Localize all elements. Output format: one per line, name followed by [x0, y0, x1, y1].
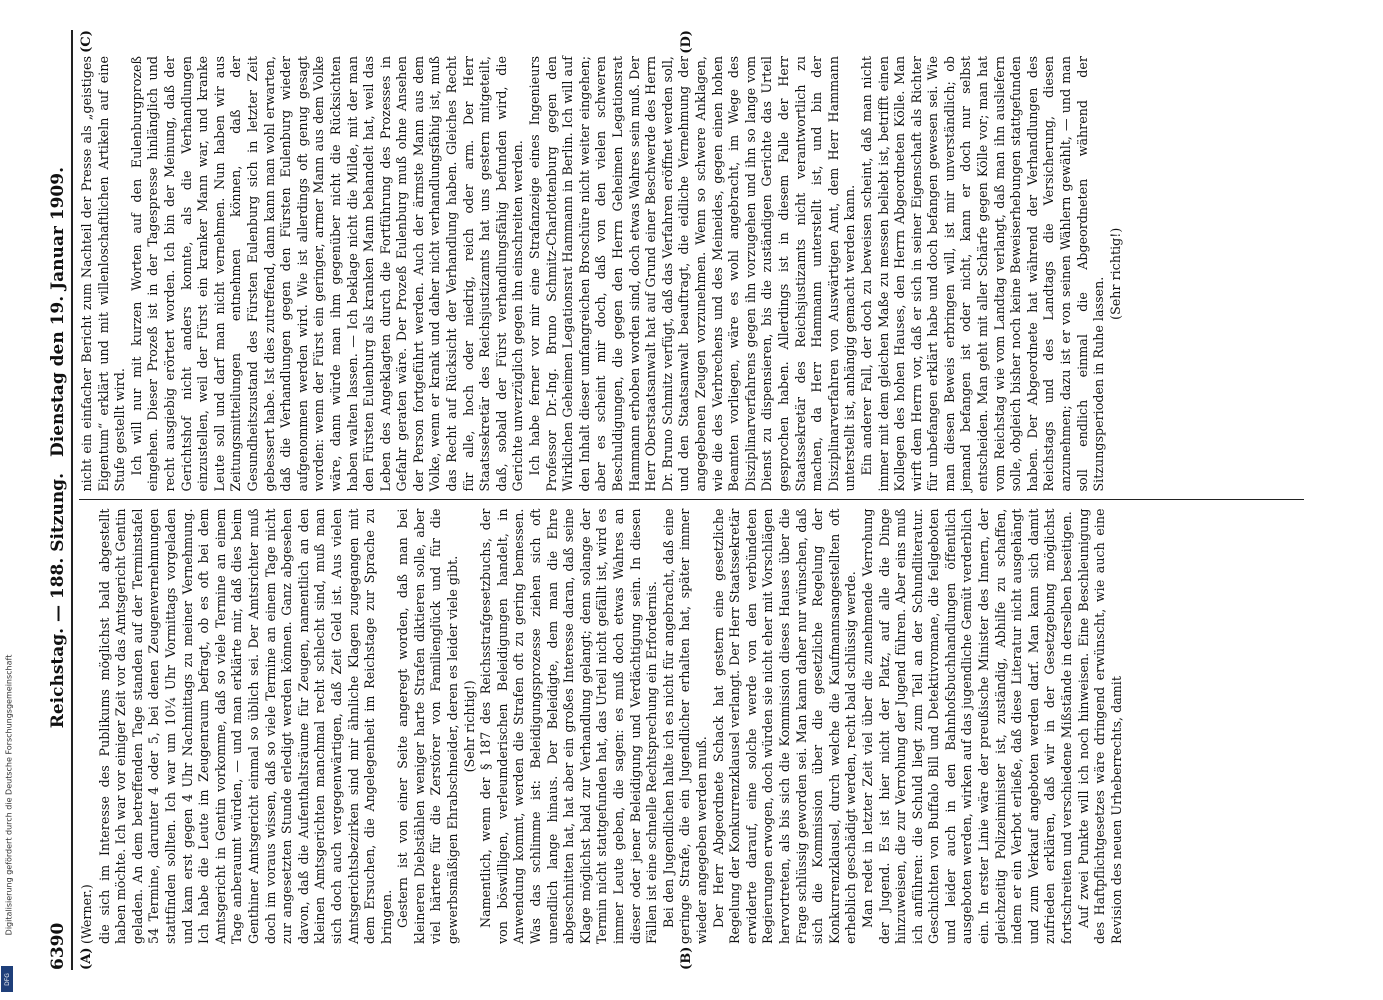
margin-marker-a: (A)	[78, 947, 94, 970]
header-right-title: Dienstag den 19. Januar 1909.	[47, 167, 68, 457]
text-columns	[79, 30, 1304, 970]
interjection: (Sehr richtig!)	[1107, 227, 1123, 320]
speaker-name: (Werner.)	[78, 884, 94, 944]
paragraph: die sich im Interesse des Publikums möglichst bald abgestellt haben möchte. Ich war vor einiger Zeit vor das Amtsgericht Gentin geladen. An dem betreffenden Tage standen auf der Terminstafel 54 Termine, darunter 4 oder 5, bei denen Zeugenvernehmungen stattfinden sollten. Ich war um 10¼ Uhr Vormittags vorgeladen und kam erst gegen 4 Uhr Nachmittags zu meiner Vernehmung. Ich habe die Leute im Zeugenraum befragt, ob es oft bei dem Amtsgericht in Gentin vorkomme, daß so viele Termine an einem Tage anberaumt würden, — und man erklärte mir, daß dies beim Genthiner Amtsgericht einmal so üblich sei. Der Amtsrichter muß doch im voraus wissen, daß so viele Termine an einem Tage nicht zur angesetzten Stunde erledigt werden können. Ganz abgesehen davon, daß die Aufenthaltsräume für Zeugen, namentlich an den kleinen Amtsgerichten manchmal recht schlecht sind, muß man sich doch auch vergegenwärtigen, daß Zeit Geld ist. Aus vielen Amtsgerichtsbezirken sind mir ähnliche Klagen zugegangen mit dem Ersuchen, die Angelegenheit im Reichstage zur Sprache zu bringen.	[96, 508, 394, 944]
page-number: 6390	[47, 922, 68, 970]
paragraph: Ein anderer Fall, der doch zu beweisen scheint, daß man nicht immer mit dem gleichen Maße zu messen beliebt ist, betrifft einen Kollegen des hohen Hauses, den Herrn Abgeordneten Kölle. Man wirft dem Herrn vor, daß er sich in seiner Eigenschaft als Richter für unbefangen erklärt habe und doch befangen gewesen sei. Wie man diesen Beweis erbringen will, ist mir unverständlich; ob jemand befangen ist oder nicht, kann er doch nur selbst entscheiden. Man geht mit aller Schärfe gegen Kölle vor; man hat vom Reichstag wie vom Landtag verlangt, daß man ihn ausliefern solle, obgleich bisher noch keine Beweiserhebungen stattgefunden haben. Der Abgeordnete hat während der Verhandlungen des Reichstags und des Landtags die Versicherung, diesen anzunehmen; dazu ist er von seinen Wählern gewählt, — und man soll endlich einmal die Abgeordneten während der Sitzungsperioden in Ruhe lassen.	[858, 56, 1106, 492]
dfg-logo-icon	[1, 966, 13, 992]
left-column	[79, 501, 1304, 971]
paragraph: Man redet in letzter Zeit viel über die zunehmende Verrohung der Jugend. Es ist hier nicht der Platz, auf alle die Dinge hinzuweisen, die zur Verrohung der Jugend führen. Aber eins muß ich anführen: die Schuld liegt zum Teil an der Schundliteratur. Geschichten von Buffalo Bill und Detektivromane, die feilgeboten und leider auch in den Bahnhofsbuchhandlungen öffentlich ausgeboten werden, wirken auf das jugendliche Gemüt verderblich ein. In erster Linie wäre der preußische Minister des Innern, der gleichzeitig Polizeiminister ist, zuständig, Abhilfe zu schaffen, indem er ein Verbot erließe, daß diese Literatur nicht ausgehängt und zum Verkauf angeboten werden darf. Man kann sich damit zufrieden erklären, daß wir in der Gesetzgebung möglichst fortschreiten und verschiedene Mißstände in derselben beseitigen.	[859, 508, 1074, 944]
header-left-title: Reichstag. — 188. Sitzung.	[47, 473, 68, 729]
margin-marker-d: (D)	[678, 30, 694, 54]
paragraph: Auf zwei Punkte will ich noch hinweisen. Eine Beschleunigung des Haftpflichtgesetzes wäre dringend erwünscht, wie auch eine Revision des neuen Urheberrechts, damit	[1075, 508, 1124, 944]
digitization-credit	[2, 600, 16, 990]
paragraph: Ich will nur mit kurzen Worten auf den Eulenburgprozeß eingehen. Dieser Prozeß ist in der Tagespresse hinlänglich und recht ausgiebig erörtert worden. Ich bin der Meinung, daß der Gerichtshof nicht anders konnte, als die Verhandlungen einzustellen, weil der Fürst ein kranker Mann war, und kranke Leute soll und darf man nicht vernehmen. Nun haben wir aus Zeitungsmitteilungen entnehmen können, daß der Gesundheitszustand des Fürsten Eulenburg sich in letzter Zeit gebessert habe. Ist dies zutreffend, dann kann man wohl erwarten, daß die Verhandlungen gegen den Fürsten Eulenburg wieder aufgenommen werden wird. Wie ist allerdings oft genug gesagt worden: wenn der Fürst ein geringer, armer Mann aus dem Volke wäre, dann würde man ihm gegenüber nicht die Rücksichten haben walten lassen. — Ich beklage nicht die Milde, mit der man den Fürsten Eulenburg als kranken Mann behandelt hat, weil das Leben des Angeklagten durch die Fortführung des Prozesses in Gefahr geraten wäre. Der Prozeß Eulenburg muß ohne Ansehen der Person fortgeführt werden. Auch der ärmste Mann aus dem Volke, wenn er krank und daher nicht verhandlungsfähig ist, muß das Recht auf Rücksicht der Verhandlung haben. Gleiches Recht für alle, hoch oder niedrig, reich oder arm. Der Herr Staatssekretär des Reichsjustizamts hat uns gestern mitgeteilt, daß, sobald der Fürst verhandlungsfähig befunden wird, die Gerichte unverzüglich gegen ihn einschreiten werden.	[128, 56, 525, 492]
paragraph: nicht ein einfacher Bericht zum Nachteil der Presse als „geistiges Eigentum“ erklärt und mit willenloschaftlichen Artikeln auf eine Stufe gestellt wird.	[78, 56, 127, 492]
rotated-page	[42, 20, 1342, 980]
page-header	[48, 30, 73, 970]
paragraph: Der Herr Abgeordnete Schack hat gestern eine gesetzliche Regelung der Konkurrenzklausel verlangt. Der Herr Staatssekretär erwiderte darauf, eine solche werde von den verbündeten Regierungen erwogen, doch würden sie nicht eher mit Vorschlägen hervortreten, als bis sich die Kommission dieses Hauses über die Frage schlüssig geworden sei. Man kann daher nur wünschen, daß sich die Kommission über die gesetzliche Regelung der Konkurrenzklausel, durch welche die Kaufmannsangestellten oft erheblich geschädigt werden, recht bald schlüssig werde.	[710, 508, 858, 944]
paragraph: Bei den Jugendlichen halte ich es nicht für angebracht, daß eine geringe Strafe, die ein Jugendlicher erhalten hat, später immer wieder angegeben werden muß.	[660, 508, 709, 944]
paragraph: Ich habe ferner vor mir eine Strafanzeige eines Ingenieurs Professor Dr.-Ing. Bruno Schmitz-Charlottenburg gegen den Wirklichen Geheimen Legationsrat Hammann in Berlin. Ich will auf den Inhalt dieser umfangreichen Broschüre nicht weiter eingehen; aber es scheint mir doch, daß von den vielen schweren Beschuldigungen, die gegen den Herrn Geheimen Legationsrat Hammann erhoben worden sind, doch etwas Wahres sein muß. Der Herr Oberstaatsanwalt hat auf Grund einer Beschwerde des Herrn Dr. Bruno Schmitz verfügt, daß das Verfahren eröffnet werden soll, und den Staatsanwalt beauftragt, die eidliche Vernehmung der angegebenen Zeugen vorzunehmen. Wenn so schwere Anklagen, wie die des Verbrechens und des Meineides, gegen einen hohen Beamten vorliegen, wäre es wohl angebracht, im Wege des Disziplinarverfahrens gegen ihn vorzugehen und ihn so lange vom Dienst zu dispensieren, bis die zuständigen Gerichte das Urteil gesprochen haben. Allerdings ist in diesem Falle der Herr Staatssekretär des Reichsjustizamts nicht verantwortlich zu machen, da Herr Hammann unterstellt ist, und bin der Disziplinarverfahren von Auswärtigen Amt, dem Herr Hammann unterstellt ist, anhängig gemacht werden kann.	[526, 56, 857, 492]
paragraph: Gestern ist von einer Seite angeregt worden, daß man bei kleineren Diebstählen weniger harte Strafen diktieren solle, aber viel härtere für die Zerstörer von Familienglück und für die gewerbsmäßigen Ehrabschneider, deren es leider viele gibt.	[394, 508, 460, 944]
interjection: (Sehr richtig!)	[461, 680, 477, 773]
dfg-logo-text: DFG	[3, 972, 11, 986]
paragraph: Namentlich, wenn der § 187 des Reichsstrafgesetzbuchs, der von böswilligen, verleumderischen Beleidigungen handelt, in Anwendung kommt, werden die Strafen oft zu gering bemessen. Was das schlimme ist: Beleidigungsprozesse ziehen sich oft unendlich lange hinaus. Der Beleidigte, dem man die Ehre abgeschnitten hat, hat aber ein großes Interesse daran, daß seine Klage möglichst bald zur Verhandlung gelangt; denn solange der Termin nicht stattgefunden hat, das Urteil nicht gefällt ist, wird es immer Leute geben, die sagen: es muß doch etwas Wahres an dieser oder jener Beleidigung und Verdächtigung sein. In diesen Fällen ist eine schnelle Rechtsprechung ein Erfordernis.	[477, 508, 659, 944]
right-column	[79, 30, 1304, 500]
margin-marker-c: (C)	[78, 30, 94, 53]
margin-marker-b: (B)	[678, 946, 694, 970]
credit-text: Digitalisierung gefördert durch die Deutsche Forschungsgemeinschaft	[4, 654, 14, 936]
